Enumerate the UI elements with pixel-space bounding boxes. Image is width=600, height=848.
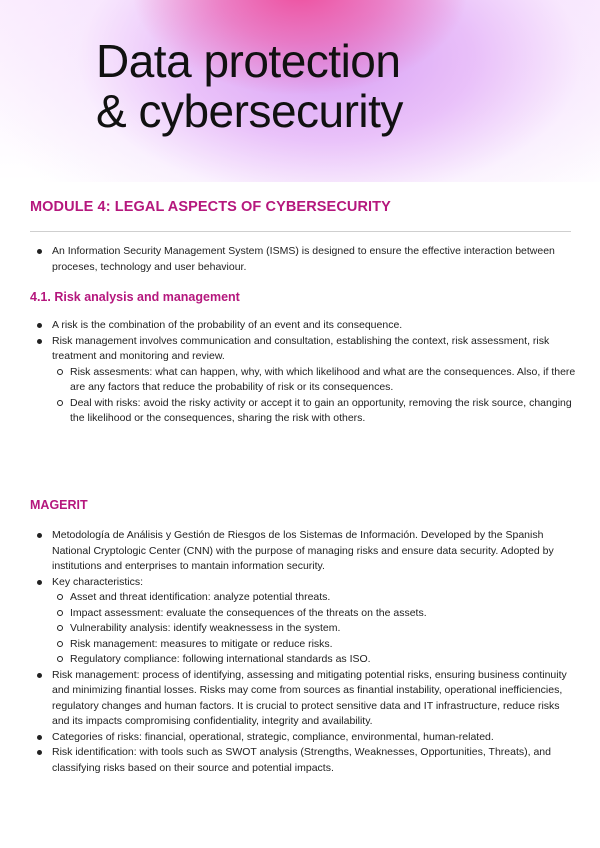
sub-list-item: Impact assessment: evaluate the consequences of the threats on the assets. (52, 606, 576, 622)
magerit-list (30, 528, 576, 776)
list-item-text: Risk management involves communication and consultation, establishing the context, risk assessment, risk treatment and monitoring and review. (52, 334, 550, 362)
key-characteristics-list (52, 590, 576, 668)
module-heading: MODULE 4: LEGAL ASPECTS OF CYBERSECURITY (30, 199, 391, 215)
sub-list-item: Risk assesments: what can happen, why, with which likelihood and what are the consequences. Also, if there are any factors that reduce the probability of risk or its consequences. (52, 365, 576, 396)
list-item (30, 575, 576, 668)
sub-list-item: Regulatory compliance: following international standards as ISO. (52, 652, 576, 668)
list-item: Metodología de Análisis y Gestión de Riesgos de los Sistemas de Información. Developed by the Spanish National Cryptologic Center (CNN) with the purpose of managing risks and ensure data security. Adopted by institutions and enterprises to mantain information security. (30, 528, 576, 575)
risk-section-body (30, 318, 576, 427)
list-item-text: Key characteristics: (52, 575, 144, 588)
sub-list-item: Vulnerability analysis: identify weaknessess in the system. (52, 621, 576, 637)
list-item: A risk is the combination of the probability of an event and its consequence. (30, 318, 576, 334)
divider (30, 231, 571, 232)
header-banner (0, 0, 600, 182)
magerit-section-body (30, 528, 576, 776)
list-item: An Information Security Management System (ISMS) is designed to ensure the effective interaction between proceses, technology and user behaviour. (30, 244, 576, 275)
section-heading-magerit: MAGERIT (30, 498, 88, 512)
intro-list (30, 244, 576, 275)
module-intro (30, 244, 576, 275)
sub-list-item: Asset and threat identification: analyze potential threats. (52, 590, 576, 606)
risk-list (30, 318, 576, 427)
list-item (30, 334, 576, 427)
list-item: Risk management: process of identifying, assessing and mitigating potential risks, ensuring business continuity and minimizing finantial losses. Risks may come from sources as finantial instability, operational inefficiencies, regulatory changes and human factors. It is crucial to protect sensitive data and IT infrastructure, reduce risks and its impacts compromising confidentiality, integrity and availability. (30, 668, 576, 730)
sub-list-item: Risk management: measures to mitigate or reduce risks. (52, 637, 576, 653)
document-title (96, 36, 403, 136)
list-item: Categories of risks: financial, operational, strategic, compliance, environmental, human-related. (30, 730, 576, 746)
sub-list-item: Deal with risks: avoid the risky activity or accept it to gain an opportunity, removing the risk source, changing the likelihood or the consequences, sharing the risk with others. (52, 396, 576, 427)
risk-sublist (52, 365, 576, 427)
list-item: Risk identification: with tools such as SWOT analysis (Strengths, Weaknesses, Opportunities, Threats), and classifying risks based on their source and potential impacts. (30, 745, 576, 776)
title-line-1: Data protection (96, 35, 401, 87)
title-line-2: & cybersecurity (96, 85, 403, 137)
section-heading-risk: 4.1. Risk analysis and management (30, 290, 240, 304)
